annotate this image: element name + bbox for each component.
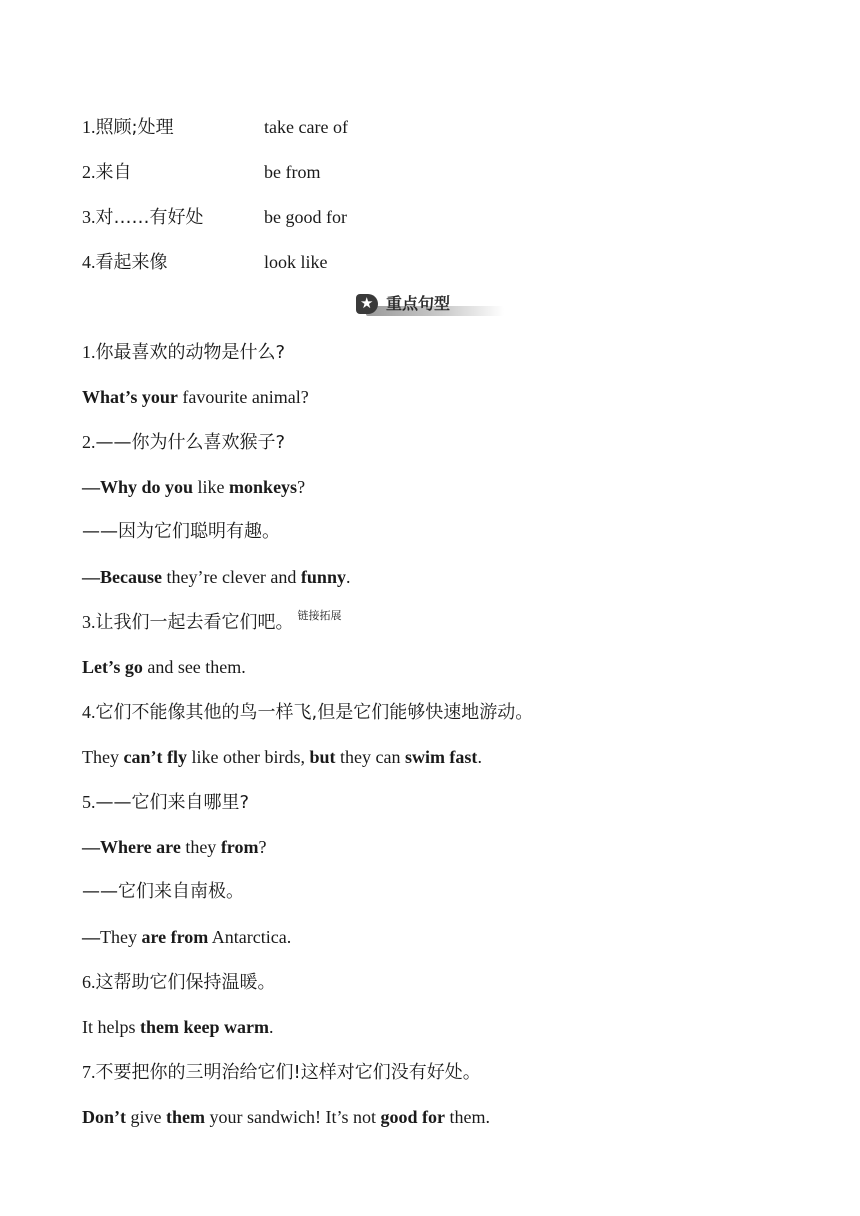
sentence-cn-text: ——你为什么喜欢猴子? [95, 432, 286, 453]
plain-text: favourite animal? [177, 387, 309, 407]
section-header [356, 292, 504, 318]
plain-text: . [345, 567, 351, 587]
sentence-4-cn [82, 700, 533, 725]
plain-text: like other birds, [186, 747, 310, 767]
sentence-cn-text: 这帮助它们保持温暖。 [95, 972, 276, 993]
sentence-cn-text: ——它们来自哪里? [95, 792, 250, 813]
sentence-2-en-q [82, 475, 305, 499]
plain-text: give [126, 1107, 166, 1127]
sentence-5-en-q [82, 835, 266, 859]
phrase-en-1: take care of [264, 117, 348, 137]
sentence-3-en [82, 655, 246, 679]
sentence-7-cn [82, 1060, 481, 1085]
sentence-1-en [82, 385, 309, 409]
sentence-6-cn [82, 970, 276, 995]
dash: — [82, 477, 100, 497]
phrase-num: 1. [82, 117, 96, 137]
plain-text: them. [444, 1107, 490, 1127]
bold-phrase: them [166, 1107, 205, 1127]
plain-text: Antarctica. [208, 927, 292, 947]
sentence-3-cn [82, 610, 342, 637]
plain-text: . [477, 747, 482, 767]
sentence-2-cn-a: ——因为它们聪明有趣。 [82, 521, 280, 542]
sentence-num: 3. [82, 612, 96, 632]
plain-text: your sandwich! It’s not [205, 1107, 381, 1127]
plain-text: and see them. [142, 657, 246, 677]
sentence-cn-text: 它们不能像其他的鸟一样飞,但是它们能够快速地游动。 [95, 702, 534, 723]
plain-text: ? [297, 477, 306, 497]
bold-phrase: can’t fly [123, 747, 187, 767]
sentence-4-en [82, 745, 482, 769]
phrase-cn-4 [82, 250, 168, 275]
plain-text: . [268, 1017, 274, 1037]
plain-text: They [100, 927, 142, 947]
dash: — [82, 927, 100, 947]
bold-phrase: Where are [100, 837, 181, 857]
phrase-en-4: look like [264, 252, 328, 272]
sentence-1-cn [82, 340, 285, 365]
plain-text: They [82, 747, 124, 767]
phrase-num: 4. [82, 252, 96, 272]
bold-phrase: but [309, 747, 336, 767]
star-icon: ★ [360, 294, 374, 312]
phrase-cn-3 [82, 205, 204, 230]
sentence-num: 6. [82, 972, 96, 992]
plain-text: ? [258, 837, 267, 857]
phrase-num: 3. [82, 207, 96, 227]
plain-text: It helps [82, 1017, 140, 1037]
bold-phrase: them keep warm [140, 1017, 269, 1037]
sentence-num: 2. [82, 432, 96, 452]
section-title: 重点句型 [386, 294, 451, 313]
phrase-en-2: be from [264, 162, 321, 182]
bold-phrase: Let’s go [82, 657, 143, 677]
bold-phrase: monkeys [229, 477, 298, 497]
sentence-2-cn-q [82, 430, 285, 455]
sentence-6-en [82, 1015, 273, 1039]
sentence-5-cn-q [82, 790, 249, 815]
plain-text: they can [335, 747, 405, 767]
plain-text: like [193, 477, 230, 497]
sentence-cn-text: 不要把你的三明治给它们!这样对它们没有好处。 [95, 1062, 481, 1083]
bold-phrase: good for [380, 1107, 445, 1127]
sentence-2-en-a [82, 565, 350, 589]
sentence-5-cn-a: ——它们来自南极。 [82, 881, 244, 902]
sentence-cn-text: 你最喜欢的动物是什么? [95, 342, 286, 363]
sentence-num: 5. [82, 792, 96, 812]
sentence-num: 1. [82, 342, 96, 362]
link-extension-note: 链接拓展 [297, 609, 342, 622]
phrase-cn-text: 看起来像 [95, 252, 168, 273]
phrase-cn-text: 照顾;处理 [95, 117, 174, 138]
bold-phrase: are from [141, 927, 209, 947]
plain-text: they [180, 837, 221, 857]
bold-phrase: What’s your [82, 387, 178, 407]
bold-phrase: Don’t [82, 1107, 126, 1127]
dash: — [82, 567, 100, 587]
phrase-num: 2. [82, 162, 96, 182]
sentence-7-en [82, 1105, 490, 1129]
sentence-num: 7. [82, 1062, 96, 1082]
phrase-en-3: be good for [264, 207, 347, 227]
sentence-cn-text: 让我们一起去看它们吧。 [95, 612, 294, 633]
bold-phrase: swim fast [404, 747, 478, 767]
sentence-5-en-a [82, 925, 291, 949]
phrase-cn-text: 对……有好处 [95, 207, 204, 228]
sentence-num: 4. [82, 702, 96, 722]
section-badge [356, 294, 378, 314]
phrase-cn-text: 来自 [95, 162, 132, 183]
bold-phrase: Because [100, 567, 162, 587]
phrase-cn-1 [82, 115, 174, 140]
plain-text: they’re clever and [162, 567, 301, 587]
bold-phrase: funny [300, 567, 346, 587]
bold-phrase: from [220, 837, 259, 857]
dash: — [82, 837, 100, 857]
phrase-cn-2 [82, 160, 132, 185]
bold-phrase: Why do you [100, 477, 194, 497]
